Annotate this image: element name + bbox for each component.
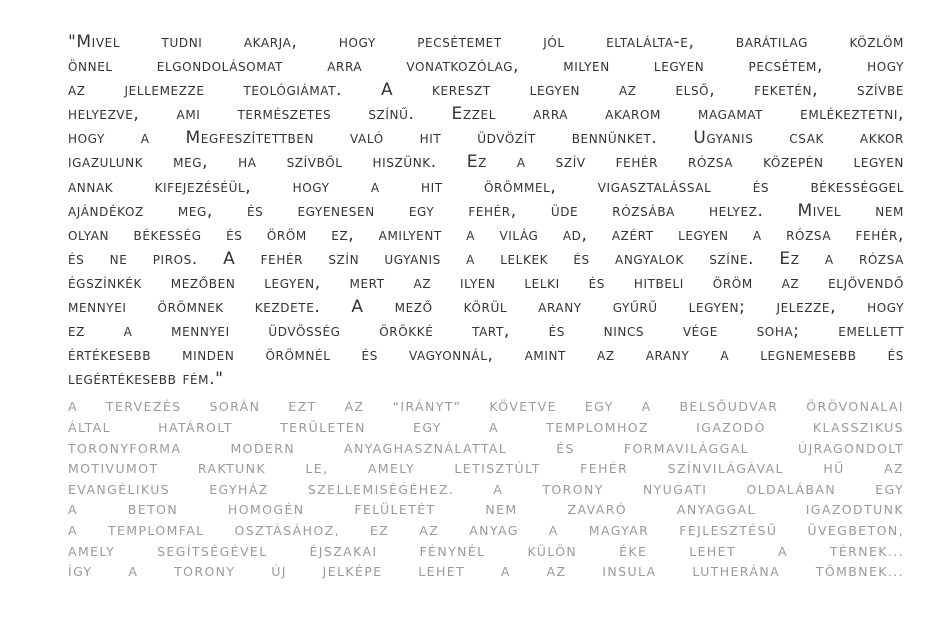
quote-line: "Mivel tudni akarja, hogy pecsétemet jól eltalálta-e, barátilag közlöm xyxy=(68,32,904,52)
quote-line: ez a mennyei üdvösség örökké tart, és nincs vége soha; emellett xyxy=(68,321,904,342)
article-page xyxy=(68,30,904,583)
description-line: TORONYFORMA MODERN ANYAGHASZNÁLATTAL ÉS FORMAVILÁGGAL ÚJRAGONDOLT xyxy=(68,440,904,456)
quote-line: hogy a Megfeszítettben való hit üdvözít bennünket. Ugyanis csak akkor xyxy=(68,128,904,149)
luther-seal-quote xyxy=(68,30,904,391)
description-line: A TERVEZÉS SORÁN EZT AZ “IRÁNYT” KÖVETVE EGY A BELSŐUDVAR ÖRÖVONALAI xyxy=(68,399,904,415)
description-line: ÍGY A TORONY ÚJ JELKÉPE LEHET A AZ INSULA LUTHERÁNA TÖMBNEK... xyxy=(68,564,904,580)
quote-line: igazulunk meg, ha szívből hiszünk. Ez a szív fehér rózsa közepén legyen xyxy=(68,152,904,173)
quote-line: értékesebb minden örömnél és vagyonnál, amint az arany a legnemesebb és xyxy=(68,345,904,366)
quote-line: az jellemezze teológiámat. A kereszt legyen az első, feketén, szívbe xyxy=(68,80,904,101)
quote-line: helyezve, ami természetes színű. Ezzel arra akarom magamat emlékeztetni, xyxy=(68,104,904,125)
description-line: A BETON HOMOGÉN FELÜLETÉT NEM ZAVARÓ ANYAGGAL IGAZODTUNK xyxy=(68,502,904,518)
quote-line: és ne piros. A fehér szín ugyanis a lelkek és angyalok színe. Ez a rózsa xyxy=(68,248,904,269)
design-description xyxy=(68,397,904,582)
quote-line: legértékesebb fém." xyxy=(68,369,224,390)
description-line: EVANGÉLIKUS EGYHÁZ SZELLEMISÉGÉHEZ. A TORONY NYUGATI OLDALÁBAN EGY xyxy=(68,481,904,497)
quote-line: égszínkék mezőben legyen, mert az ilyen lelki és hitbeli öröm az eljövendő xyxy=(68,272,904,293)
quote-line: mennyei örömnek kezdete. A mező körül arany gyűrű legyen; jelezze, hogy xyxy=(68,297,904,318)
quote-line: annak kifejezéséül, hogy a hit örömmel, vigasztalással és békességgel xyxy=(68,176,904,197)
quote-line: önnel elgondolásomat arra vonatkozólag, milyen legyen pecsétem, hogy xyxy=(68,56,904,77)
description-line: AMELY SEGÍTSÉGÉVEL ÉJSZAKAI FÉNYNÉL KÜLÖN ÉKE LEHET A TÉRNEK... xyxy=(68,543,904,559)
description-line: A TEMPLOMFAL OSZTÁSÁHOZ, EZ AZ ANYAG A MAGYAR FEJLESZTÉSŰ ÜVEGBETON, xyxy=(68,522,904,538)
quote-line: olyan békesség és öröm ez, amilyent a világ ad, azért legyen a rózsa fehér, xyxy=(68,224,904,245)
description-line: MOTIVUMOT RAKTUNK LE, AMELY LETISZTÚLT FEHÉR SZÍNVILÁGÁVAL HŰ AZ xyxy=(68,461,904,477)
quote-line: ajándékoz meg, és egyenesen egy fehér, üde rózsába helyez. Mivel nem xyxy=(68,200,904,221)
description-line: ÁLTAL HATÁROLT TERÜLETEN EGY A TEMPLOMHOZ IGAZODÓ KLASSZIKUS xyxy=(68,420,904,435)
